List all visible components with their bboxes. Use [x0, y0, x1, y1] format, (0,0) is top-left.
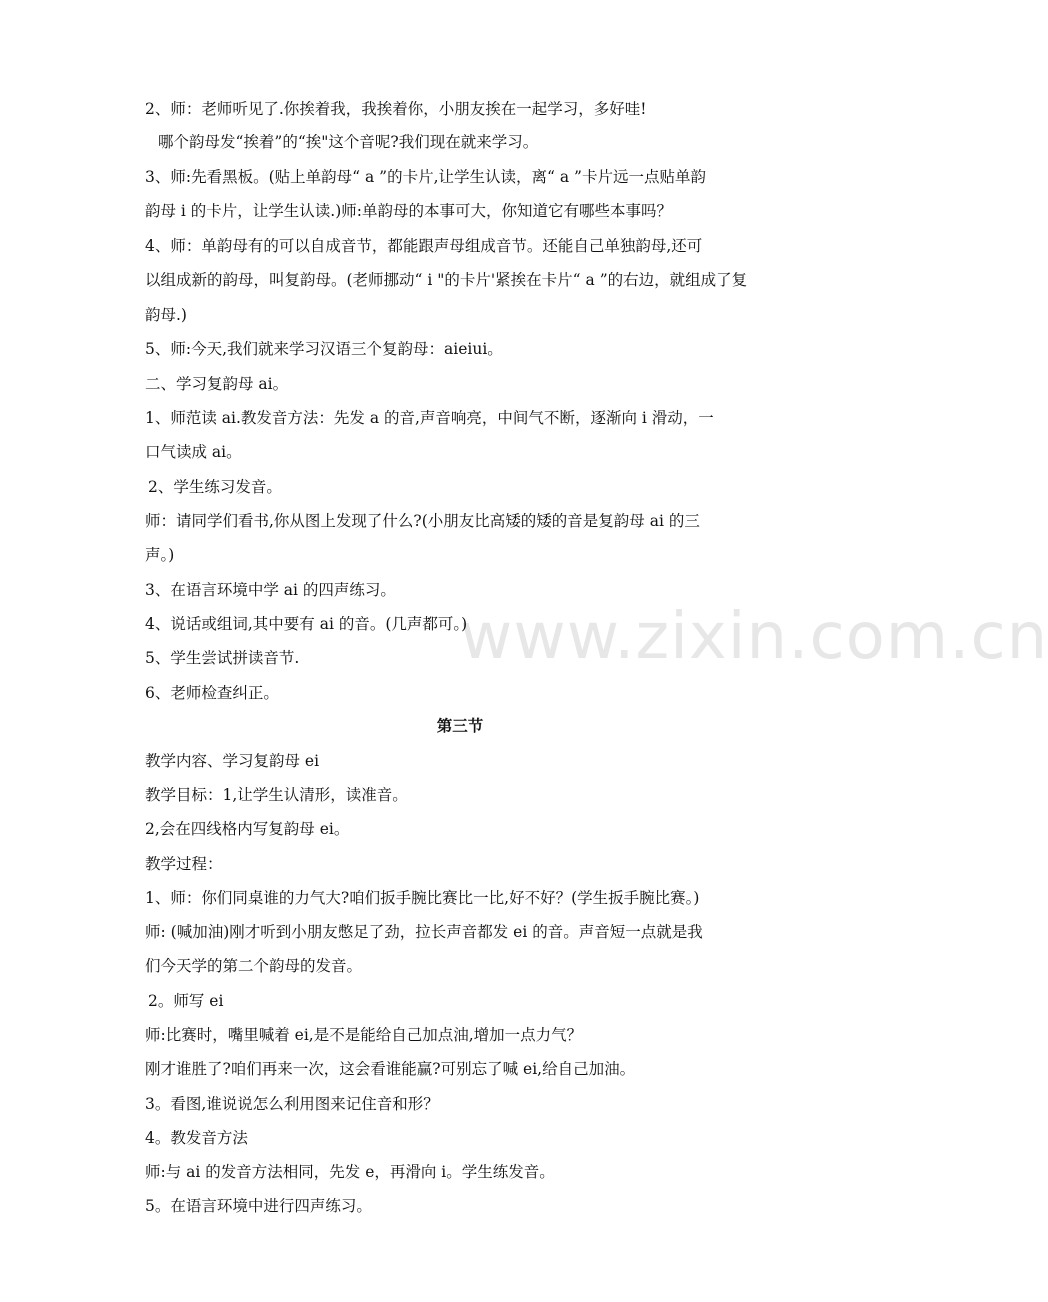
text-line: 声。): [145, 546, 175, 564]
text-line: 2,会在四线格内写复韵母 ei。: [145, 820, 350, 838]
text-line: 师：请同学们看书,你从图上发现了什么?(小朋友比高矮的矮的音是复韵母 ai 的三: [145, 512, 700, 530]
text-line: 2、学生练习发音。: [148, 478, 282, 496]
text-line: 教学内容、学习复韵母 ei: [145, 752, 320, 770]
text-line: 刚才谁胜了?咱们再来一次，这会看谁能赢?可别忘了喊 ei,给自己加油。: [145, 1060, 636, 1078]
text-line: 以组成新的韵母，叫复韵母。(老师挪动“ i "的卡片'紧挨在卡片“ a ”的右边，就组成了复: [145, 271, 748, 289]
text-line: 4、说话或组词,其中要有 ai 的音。(几声都可。): [145, 615, 468, 633]
text-line: 师: (喊加油)刚才听到小朋友憋足了劲，拉长声音都发 ei 的音。声音短一点就是我: [145, 923, 703, 941]
text-line: 5、师:今天,我们就来学习汉语三个复韵母：aieiui。: [145, 340, 503, 358]
text-line: 们今天学的第二个韵母的发音。: [145, 957, 363, 975]
text-line: 哪个韵母发“挨着”的“挨"这个音呢?我们现在就来学习。: [158, 133, 539, 151]
text-line: 3、在语言环境中学 ai 的四声练习。: [145, 581, 396, 599]
section-title: 第三节: [436, 716, 484, 735]
text-line: 师:与 ai 的发音方法相同，先发 e，再滑向 i。学生练发音。: [145, 1163, 555, 1181]
text-line: 1、师范读 ai.教发音方法：先发 a 的音,声音响亮，中间气不断，逐渐向 i 滑动，一: [145, 409, 714, 427]
text-line: 6、老师检查纠正。: [145, 684, 279, 702]
text-line: 3。看图,谁说说怎么利用图来记住音和形？: [145, 1095, 439, 1113]
text-line: 韵母 i 的卡片，让学生认读.)师:单韵母的本事可大，你知道它有哪些本事吗？: [145, 202, 673, 220]
text-line: 4、师：单韵母有的可以自成音节，都能跟声母组成音节。还能自己单独韵母,还可: [145, 237, 703, 255]
text-line: 5、学生尝试拼读音节.: [145, 649, 300, 667]
text-line: 3、师:先看黑板。(贴上单韵母“ a ”的卡片,让学生认读，离“ a ”卡片远一点贴单韵: [145, 168, 706, 186]
text-line: 5。在语言环境中进行四声练习。: [145, 1197, 372, 1215]
text-line: 教学目标：1,让学生认清形，读准音。: [145, 786, 408, 804]
text-line: 2、师：老师听见了.你挨着我，我挨着你，小朋友挨在一起学习，多好哇!: [145, 100, 647, 118]
watermark: www.zixin.com.cn: [460, 600, 1048, 674]
text-line: 2。师写 ei: [148, 992, 224, 1010]
text-line: 师:比赛时，嘴里喊着 ei,是不是能给自己加点油,增加一点力气？: [145, 1026, 583, 1044]
text-line: 1、师：你们同桌谁的力气大?咱们扳手腕比赛比一比,好不好？(学生扳手腕比赛。): [145, 889, 700, 907]
section-heading: 二、学习复韵母 ai。: [145, 375, 289, 393]
text-line: 口气读成 ai。: [145, 443, 242, 461]
text-line: 教学过程：: [145, 855, 223, 873]
text-line: 韵母.): [145, 306, 187, 324]
text-line: 4。教发音方法: [145, 1129, 248, 1147]
